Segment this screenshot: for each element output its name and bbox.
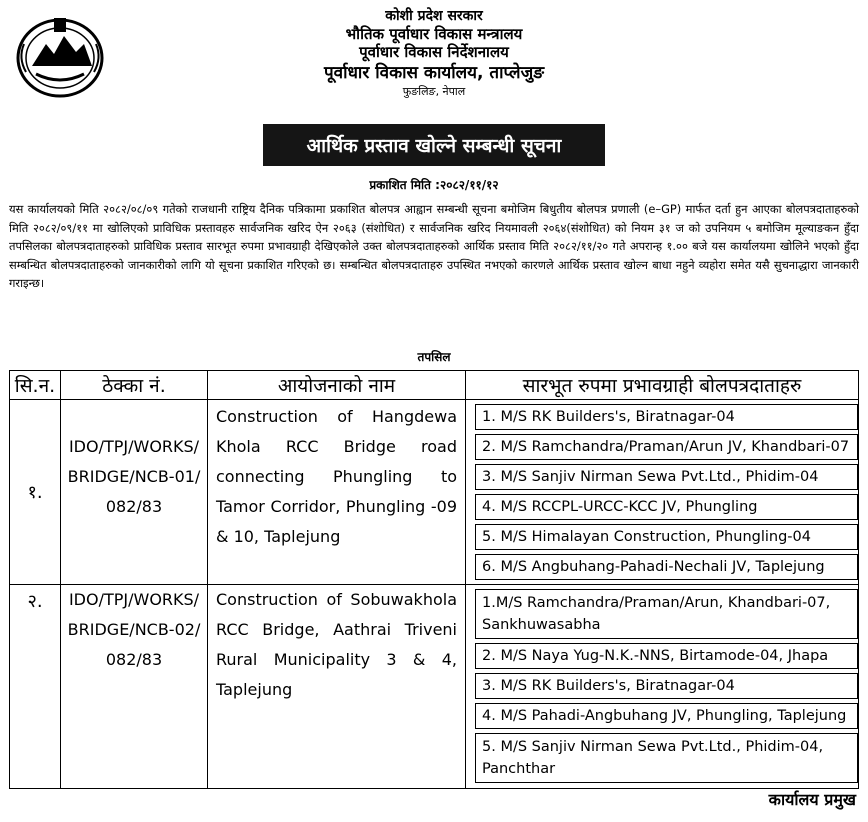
office-name: पूर्वाधार विकास कार्यालय, ताप्लेजुङ (323, 62, 545, 83)
ministry-name: भौतिक पूर्वाधार विकास मन्त्रालय (345, 24, 523, 43)
row-bidders (466, 585, 859, 789)
office-header (0, 6, 868, 98)
notice-body: यस कार्यालयको मिति २०८२/०८/०९ गतेको राजधानी राष्ट्रिय दैनिक पत्रिकामा प्रकाशित बोलपत्र आह्वान सम्बन्धी सूचना बमोजिम बिधुतीय बोलपत्र प्रणाली (e–GP) मार्फत दर्ता हुन आएका बोलपत्रदाताहरुको मिति २०८२/०९/११ मा खोलिएको प्राविधिक प्रस्तावहरु सार्वजनिक खरिद ऐन २०६३ (संशोधित) र सार्वजनिक खरिद नियमावली २०६४(संशोधित) को नियम ३१ ज को उपनियम ५ बमोजिम मूल्याङकन हुँदा तपसिलका बोलपत्रदाताहरुको प्राविधिक प्रस्ताव सारभूत रुपमा प्रभावग्राही देखिएकोले उक्त बोलपत्रदाताहरुको आर्थिक प्रस्ताव मिति २०८२/११/२० गते अपरान्ह १.०० बजे यस कार्यालयमा खोलिने भएको हुँदा सम्बन्धित बोलपत्रदाताहरुको जानकारीको लागि यो सूचना प्रकाशित गरिएको छ। सम्बन्धित बोलपत्रदाताहरु उपस्थित नभएको कारणले आर्थिक प्रस्ताव खोल्न बाधा नहुने व्यहोरा समेत यसै सुचनाद्धारा जानकारी गराइन्छ। (9, 202, 859, 291)
row-project-name: Construction of Sobuwakhola RCC Bridge, Aathrai Triveni Rural Municipality 3 & 4, Taplejung (208, 585, 466, 789)
office-address: फुङलिङ, नेपाल (402, 85, 466, 99)
header-contract-no: ठेक्का नं. (61, 371, 208, 400)
row-serial: १. (10, 400, 61, 585)
list-item: 1. M/S RK Builders's, Biratnagar-04 (475, 404, 858, 430)
published-date: प्रकाशित मिति :२०८२/११/१२ (369, 178, 499, 192)
list-item: 4. M/S Pahadi-Angbuhang JV, Phungling, Taplejung (475, 703, 858, 729)
table-header-row (10, 371, 859, 400)
row-contract-no: IDO/TPJ/WORKS/BRIDGE/NCB-02/082/83 (61, 585, 208, 789)
list-item: 6. M/S Angbuhang-Pahadi-Nechali JV, Taplejung (475, 554, 858, 580)
list-item: 4. M/S RCCPL-URCC-KCC JV, Phungling (475, 494, 858, 520)
notice-title: आर्थिक प्रस्ताव खोल्ने सम्बन्धी सूचना (263, 124, 605, 166)
header-bidders: सारभूत रुपमा प्रभावग्राही बोलपत्रदाताहरु (466, 371, 859, 400)
province-name: कोशी प्रदेश सरकार (385, 8, 483, 24)
list-item: 2. M/S Naya Yug-N.K.-NNS, Birtamode-04, Jhapa (475, 643, 858, 669)
list-item: 5. M/S Himalayan Construction, Phungling-04 (475, 524, 858, 550)
header-serial: सि.न. (10, 371, 61, 400)
list-item: 2. M/S Ramchandra/Praman/Arun JV, Khandbari-07 (475, 434, 858, 460)
table-row (10, 585, 859, 789)
row-contract-no: IDO/TPJ/WORKS/BRIDGE/NCB-01/082/83 (61, 400, 208, 585)
list-item: 1.M/S Ramchandra/Praman/Arun, Khandbari-07, Sankhuwasabha (475, 589, 858, 639)
table-row (10, 400, 859, 585)
bidders-table (9, 370, 859, 789)
office-chief-signature: कार्यालय प्रमुख (768, 790, 856, 809)
row-serial: २. (10, 585, 61, 789)
list-item: 5. M/S Sanjiv Nirman Sewa Pvt.Ltd., Phidim-04, Panchthar (475, 733, 858, 783)
schedule-label: तपसिल (417, 350, 451, 364)
row-project-name: Construction of Hangdewa Khola RCC Bridge road connecting Phungling to Tamor Corridor, Phungling -09 & 10, Taplejung (208, 400, 466, 585)
list-item: 3. M/S Sanjiv Nirman Sewa Pvt.Ltd., Phidim-04 (475, 464, 858, 490)
list-item: 3. M/S RK Builders's, Biratnagar-04 (475, 673, 858, 699)
header-project-name: आयोजनाको नाम (208, 371, 466, 400)
row-bidders (466, 400, 859, 585)
directorate-name: पूर्वाधार विकास निर्देशनालय (359, 42, 509, 61)
